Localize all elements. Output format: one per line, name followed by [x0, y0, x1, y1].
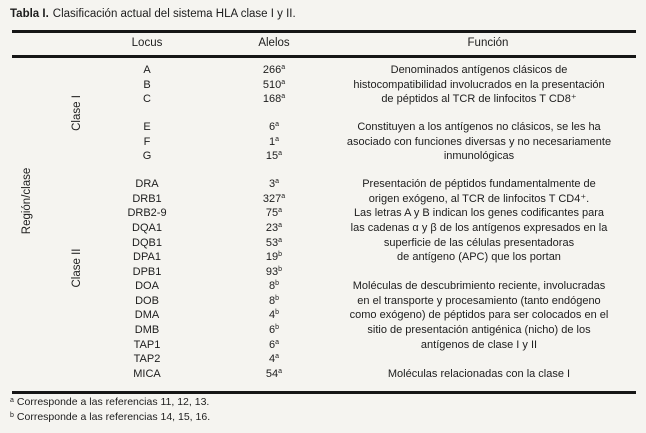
alelos-value: 6 — [268, 338, 276, 351]
alelos-cell — [224, 135, 324, 150]
funcion-column — [318, 120, 640, 164]
locus-cell: DOA — [135, 280, 159, 292]
alelos-ref-mark: b — [278, 251, 283, 259]
locus-cell: B — [143, 78, 151, 91]
alelos-column — [224, 367, 324, 382]
funcion-line: de péptidos al TCR de linfocitos T CD8⁺ — [381, 93, 577, 106]
alelos-ref-mark: a — [281, 64, 286, 71]
table-title — [10, 7, 296, 21]
alelos-ref-mark: a — [281, 192, 286, 200]
alelos-value: 327 — [262, 192, 282, 205]
alelos-value: 8 — [268, 294, 276, 307]
footnotes — [10, 395, 210, 424]
alelos-value: 4 — [268, 309, 276, 322]
alelos-cell — [224, 250, 324, 265]
funcion-column — [318, 367, 640, 382]
alelos-ref-mark: b — [275, 294, 280, 302]
funcion-column — [318, 63, 640, 107]
axis-label-region-clase: Región/clase — [21, 167, 33, 235]
alelos-value: 1 — [268, 135, 276, 148]
group-label-clase-ii: Clase II — [71, 248, 83, 288]
alelos-cell — [224, 63, 324, 78]
footnote-ref-mark: a — [10, 397, 14, 404]
funcion-line: como exógeno) de péptidos para ser colocados en el — [349, 309, 609, 322]
funcion-line: superficie de las células presentadoras — [383, 236, 575, 249]
alelos-ref-mark: a — [278, 150, 283, 158]
locus-column — [97, 120, 197, 164]
locus-cell: TAP2 — [133, 353, 161, 366]
alelos-value: 93 — [265, 266, 279, 279]
alelos-ref-mark: b — [275, 280, 280, 287]
alelos-value: 6 — [268, 121, 276, 133]
funcion-line: Presentación de péptidos fundamentalmente de — [362, 178, 596, 190]
locus-cell: DQB1 — [132, 236, 162, 249]
funcion-column — [318, 177, 640, 265]
alelos-value: 510 — [262, 78, 282, 91]
alelos-ref-mark: a — [278, 207, 283, 215]
locus-cell: DRB2-9 — [127, 207, 167, 220]
alelos-value: 19 — [265, 251, 279, 264]
alelos-column — [224, 120, 324, 164]
locus-cell: DOB — [135, 294, 159, 307]
funcion-column — [318, 279, 640, 352]
alelos-cell — [224, 236, 324, 251]
table-title-label: Tabla I. — [10, 8, 49, 20]
alelos-cell — [224, 192, 324, 207]
alelos-ref-mark: a — [275, 121, 280, 128]
header-rule — [12, 55, 636, 58]
funcion-line: origen exógeno, al TCR de linfocitos T CD4⁺. — [368, 192, 590, 205]
alelos-cell — [224, 367, 324, 382]
table-title-text: Clasificación actual del sistema HLA clase I y II. — [52, 8, 296, 20]
alelos-column — [224, 63, 324, 107]
alelos-cell — [224, 352, 324, 367]
footnote-text: Corresponde a las referencias 11, 12, 13. — [16, 396, 210, 408]
alelos-cell — [224, 78, 324, 93]
alelos-value: 4 — [268, 353, 276, 366]
alelos-ref-mark: a — [275, 338, 280, 346]
alelos-ref-mark: a — [275, 178, 280, 185]
alelos-cell — [224, 177, 324, 192]
bottom-rule — [12, 391, 636, 394]
alelos-value: 266 — [262, 64, 282, 76]
alelos-ref-mark: b — [275, 309, 280, 317]
alelos-value: 3 — [268, 178, 276, 190]
alelos-cell — [224, 120, 324, 135]
alelos-value: 6 — [268, 324, 276, 337]
alelos-column — [224, 279, 324, 367]
alelos-ref-mark: b — [275, 324, 280, 332]
funcion-line: antígenos de clase I y II — [420, 338, 538, 351]
group-label-clase-i: Clase I — [71, 95, 83, 131]
locus-cell: DMA — [134, 309, 160, 322]
funcion-line: en el transporte y procesamiento (tanto endógeno — [357, 294, 601, 307]
alelos-value: 8 — [268, 280, 276, 292]
locus-cell: DPB1 — [132, 266, 162, 279]
alelos-cell — [224, 294, 324, 309]
alelos-ref-mark: a — [278, 368, 283, 375]
funcion-line: Moléculas relacionadas con la clase I — [387, 368, 571, 380]
locus-cell: DPA1 — [133, 251, 161, 264]
column-header-locus: Locus — [131, 37, 163, 49]
alelos-value: 53 — [265, 236, 279, 249]
locus-cell: F — [143, 135, 151, 148]
alelos-cell — [224, 279, 324, 294]
locus-cell: C — [143, 93, 151, 106]
alelos-value: 54 — [265, 368, 279, 380]
funcion-line: asociado con funciones diversas y no necesariamente — [346, 135, 612, 148]
locus-cell: E — [143, 121, 151, 133]
alelos-ref-mark: a — [275, 135, 280, 143]
alelos-ref-mark: a — [278, 222, 283, 230]
locus-column — [97, 279, 197, 367]
alelos-value: 15 — [265, 150, 279, 163]
alelos-cell — [224, 149, 324, 164]
funcion-line: las cadenas α y β de los antígenos expresados en la — [350, 222, 608, 235]
alelos-value: 75 — [265, 207, 279, 220]
locus-column — [97, 177, 197, 280]
footnote-a — [10, 395, 210, 410]
locus-cell: DRB1 — [132, 192, 162, 205]
locus-cell: DQA1 — [132, 222, 162, 235]
column-header-alelos: Alelos — [258, 37, 290, 49]
locus-cell: DMB — [134, 324, 160, 337]
alelos-cell — [224, 221, 324, 236]
alelos-ref-mark: a — [278, 236, 283, 244]
alelos-cell — [224, 338, 324, 353]
alelos-cell — [224, 323, 324, 338]
funcion-line: sitio de presentación antigénica (nicho) de los — [367, 324, 591, 337]
funcion-line: inmunológicas — [443, 150, 515, 163]
locus-cell: MICA — [133, 368, 161, 380]
alelos-cell — [224, 206, 324, 221]
footnote-b — [10, 410, 210, 425]
alelos-cell — [224, 308, 324, 323]
funcion-line: de antígeno (APC) que los portan — [397, 251, 561, 264]
alelos-ref-mark: b — [278, 266, 283, 274]
locus-column — [97, 63, 197, 107]
alelos-column — [224, 177, 324, 280]
locus-cell: G — [142, 150, 152, 163]
alelos-value: 23 — [265, 222, 279, 235]
alelos-cell — [224, 92, 324, 107]
alelos-ref-mark: a — [281, 93, 286, 101]
column-header-funcion: Función — [467, 37, 509, 49]
alelos-cell — [224, 265, 324, 280]
funcion-line: Moléculas de descubrimiento reciente, involucradas — [352, 280, 606, 292]
alelos-value: 168 — [262, 93, 282, 106]
funcion-line: Denominados antígenos clásicos de — [390, 64, 568, 76]
funcion-line: Constituyen a los antígenos no clásicos, se les ha — [357, 121, 601, 133]
locus-cell: A — [143, 64, 151, 76]
alelos-ref-mark: a — [281, 78, 286, 86]
locus-cell: TAP1 — [133, 338, 161, 351]
locus-column — [97, 367, 197, 382]
top-rule — [12, 30, 636, 33]
footnote-text: Corresponde a las referencias 14, 15, 16. — [16, 410, 211, 423]
funcion-line: Las letras A y B indican los genes codificantes para — [353, 207, 605, 220]
footnote-ref-mark: b — [10, 411, 14, 419]
locus-cell: DRA — [135, 178, 159, 190]
alelos-ref-mark: a — [275, 353, 280, 361]
funcion-line: histocompatibilidad involucrados en la presentación — [353, 78, 605, 91]
